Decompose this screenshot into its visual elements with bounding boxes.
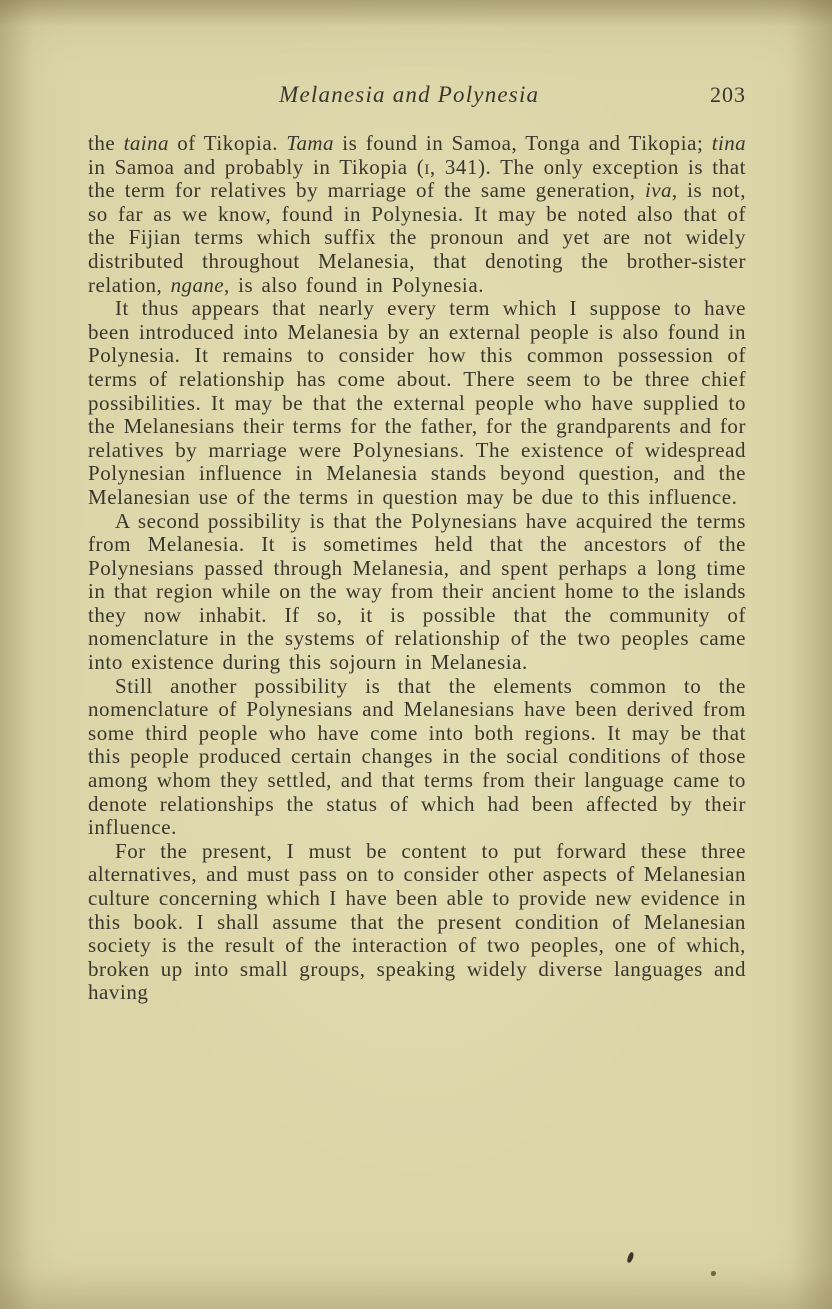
ink-speck xyxy=(711,1271,716,1276)
paragraph: For the present, I must be content to put forward these three alternatives, and must pass on to consider other aspects of Melanesian culture concerning which I have been able to provide new evidence in this book. I shall assume that the present condition of Melanesian society is the result of the interaction of two peoples, one of which, broken up into small groups, speaking widely diverse languages and having xyxy=(88,838,746,1005)
paragraph: the taina of Tikopia. Tama is found in Samoa, Tonga and Tikopia; tina in Samoa and probably in Tikopia (i, 341). The only exception is that the term for relatives by marriage of the same generation, iva, is not, so far as we know, found in Polynesia. It may be noted also that of the Fijian terms which suffix the pronoun and yet are not widely distributed throughout Melanesia, that denoting the brother-sister relation, ngane, is also found in Polynesia. xyxy=(88,131,747,297)
page-header xyxy=(88,82,746,112)
ink-speck xyxy=(626,1251,634,1263)
page-body xyxy=(88,132,746,1005)
running-title: Melanesia and Polynesia xyxy=(279,82,540,107)
paragraph: It thus appears that nearly every term which I suppose to have been introduced into Melanesia by an external people is also found in Polynesia. It remains to consider how this common possession of terms of relationship has come about. There seem to be three chief possibilities. It may be that the external people who have supplied to the Melanesians their terms for the father, for the grandparents and for relatives by marriage were Polynesians. The existence of widespread Polynesian influence in Melanesia stands beyond question, and the Melanesian use of the terms in question may be due to this influence. xyxy=(88,296,746,509)
paragraph: Still another possibility is that the elements common to the nomenclature of Polynesians and Melanesians have been derived from some third people who have come into both regions. It may be that this people produced certain changes in the social conditions of those among whom they settled, and that terms from their language came to denote relationships the status of which had been affected by their influence. xyxy=(88,673,746,840)
paragraph: A second possibility is that the Polynesians have acquired the terms from Melanesia. It is sometimes held that the ancestors of the Polynesians passed through Melanesia, and spent perhaps a long time in that region while on the way from their ancient home to the islands they now inhabit. If so, it is possible that the community of nomenclature in the systems of relationship of the two peoples came into existence during this sojourn in Melanesia. xyxy=(88,508,746,675)
page-number: 203 xyxy=(710,82,746,107)
text-block xyxy=(88,82,746,1005)
